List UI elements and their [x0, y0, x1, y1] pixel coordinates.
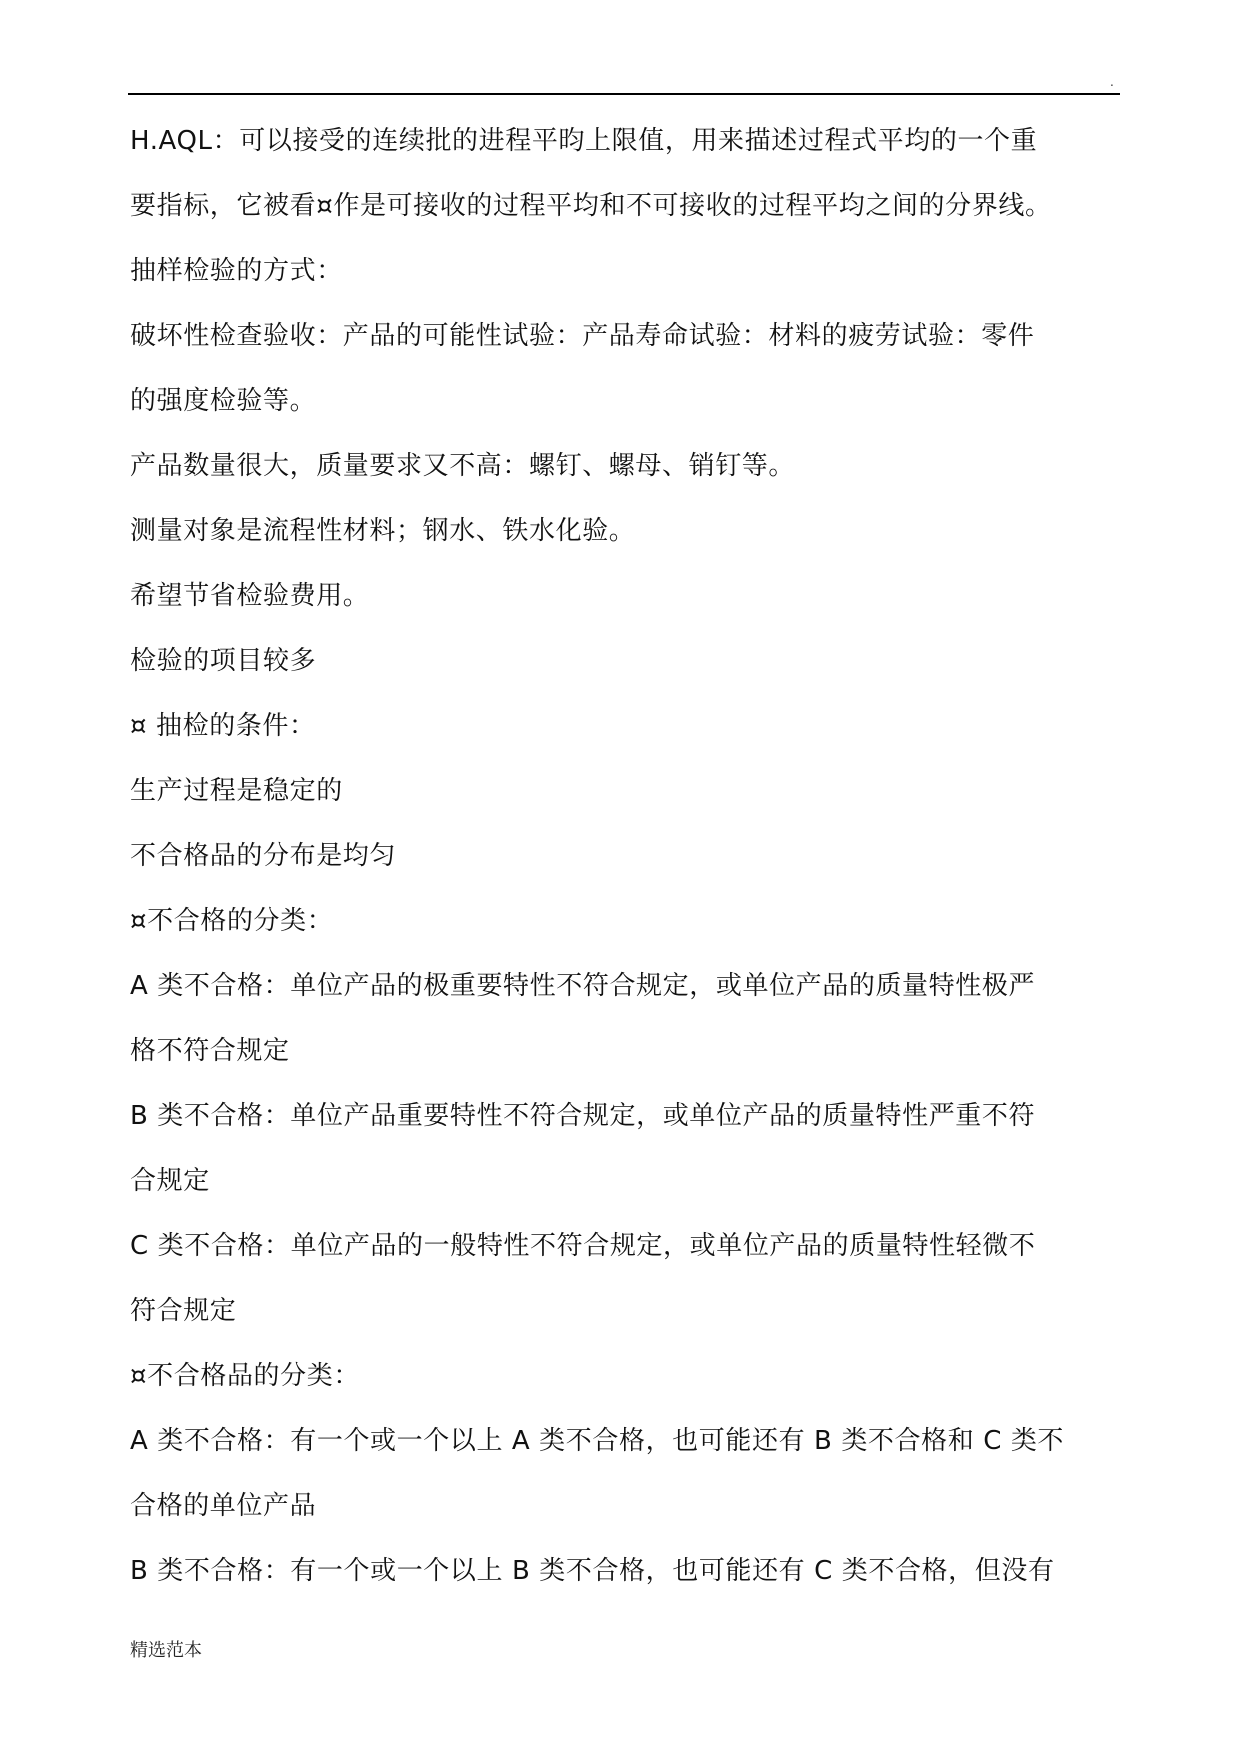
header-rule	[128, 93, 1120, 95]
text-line-19: 符合规定	[130, 1296, 237, 1326]
text-line-8: 希望节省检验费用。	[130, 581, 370, 611]
document-body	[130, 121, 1120, 1616]
text-line-12: 不合格品的分布是均匀	[130, 841, 397, 871]
footer-text: 精选范本	[130, 1640, 202, 1661]
text-line-7: 测量对象是流程性材料；钢水、铁水化验。	[130, 516, 636, 546]
text-line-9: 检验的项目较多	[130, 646, 317, 676]
text-line-18: C 类不合格：单位产品的一般特性不符合规定，或单位产品的质量特性轻微不	[130, 1231, 1036, 1261]
text-line-16: B 类不合格：单位产品重要特性不符合规定，或单位产品的质量特性严重不符	[130, 1101, 1036, 1131]
text-line-1: H.AQL：可以接受的连续批的进程平昀上限值，用来描述过程式平均的一个重	[130, 126, 1038, 156]
text-line-15: 格不符合规定	[130, 1036, 290, 1066]
text-line-11: 生产过程是稳定的	[130, 776, 343, 806]
text-line-6: 产品数量很大，质量要求又不高：螺钉、螺母、销钉等。	[130, 451, 796, 481]
text-line-23: B 类不合格：有一个或一个以上 B 类不合格，也可能还有 C 类不合格，但没有	[130, 1556, 1055, 1586]
text-line-3: 抽样检验的方式：	[130, 256, 343, 286]
text-line-22: 合格的单位产品	[130, 1491, 317, 1521]
text-line-17: 合规定	[130, 1166, 210, 1196]
text-line-14: A 类不合格：单位产品的极重要特性不符合规定，或单位产品的质量特性极严	[130, 971, 1036, 1001]
text-line-2: 要指标，它被看¤作是可接收的过程平均和不可接收的过程平均之间的分界线。	[130, 191, 1052, 221]
text-line-13: ¤不合格的分类：	[130, 906, 334, 936]
text-line-4: 破坏性检查验收：产品的可能性试验：产品寿命试验：材料的疲劳试验：零件	[130, 321, 1035, 351]
text-line-21: A 类不合格：有一个或一个以上 A 类不合格，也可能还有 B 类不合格和 C 类不	[130, 1426, 1065, 1456]
text-line-5: 的强度检验等。	[130, 386, 317, 416]
text-line-10: ¤ 抽检的条件：	[130, 711, 316, 741]
header-mark: .	[1110, 75, 1114, 89]
text-line-20: ¤不合格品的分类：	[130, 1361, 360, 1391]
